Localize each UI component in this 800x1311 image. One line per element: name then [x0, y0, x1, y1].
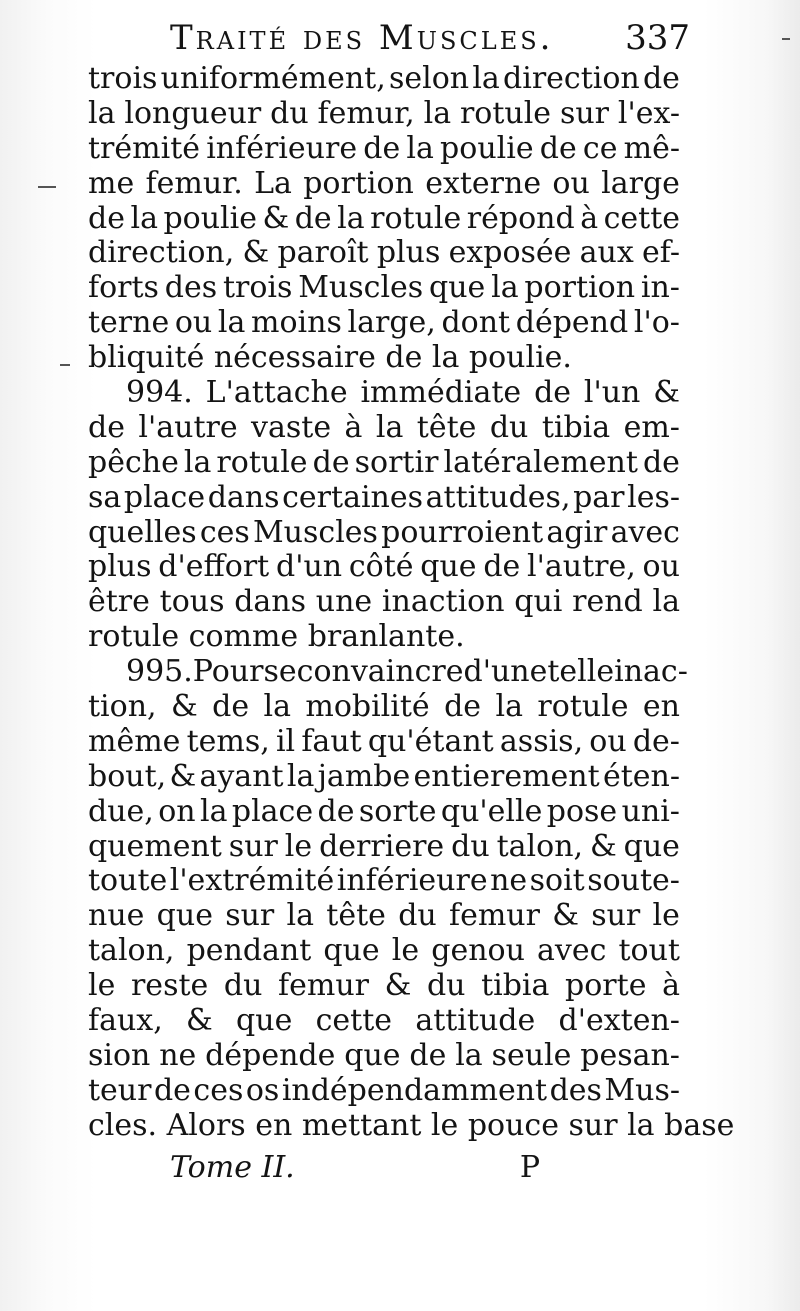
- text-line: être tous dans une inaction qui rend la: [88, 584, 680, 620]
- text-line: la longueur du femur, la rotule sur l'ex-: [88, 95, 680, 131]
- text-line: terne ou la moins large, dont dépend l'o-: [88, 305, 680, 341]
- text-line: de l'autre vaste à la tête du tibia em-: [88, 409, 680, 445]
- text-line: le reste du femur & du tibia porte à: [88, 968, 680, 1004]
- text-line: bout, & ayant la jambe entierement éten-: [88, 758, 680, 794]
- text-line: 994. L'attache immédiate de l'un &: [126, 375, 680, 411]
- text-body: [88, 61, 735, 1144]
- text-line: 995. Pour se convaincre d'une telle inac-: [126, 654, 688, 690]
- text-line: talon, pendant que le genou avec tout: [88, 933, 680, 969]
- text-line: sa place dans certaines attitudes, par les-: [88, 479, 680, 515]
- text-line: due, on la place de sorte qu'elle pose uni-: [88, 793, 680, 829]
- text-line: me femur. La portion externe ou large: [88, 165, 680, 201]
- text-line: cles. Alors en mettant le pouce sur la base: [88, 1107, 735, 1143]
- text-line: rotule comme branlante.: [88, 619, 465, 655]
- text-line: pêche la rotule de sortir latéralement de: [88, 444, 680, 480]
- volume-label: Tome II.: [170, 1150, 295, 1185]
- text-line: bliquité nécessaire de la poulie.: [88, 340, 572, 376]
- page-number: 337: [625, 18, 690, 58]
- text-line: forts des trois Muscles que la portion in-: [88, 270, 680, 306]
- page-footer: [170, 1150, 540, 1190]
- running-header: [170, 18, 690, 64]
- text-line: tion, & de la mobilité de la rotule en: [88, 689, 680, 725]
- text-line: quement sur le derriere du talon, & que: [88, 828, 680, 864]
- text-line: de la poulie & de la rotule répond à cette: [88, 200, 680, 236]
- text-line: direction, & paroît plus exposée aux ef-: [88, 235, 680, 271]
- signature-mark: P: [519, 1150, 540, 1185]
- margin-tick: [60, 364, 70, 366]
- running-title: Traité des Muscles.: [170, 18, 554, 58]
- text-line: sion ne dépende que de la seule pesan-: [88, 1037, 680, 1073]
- margin-tick: [782, 38, 790, 40]
- text-line: quelles ces Muscles pourroient agir avec: [88, 514, 680, 550]
- text-line: trémité inférieure de la poulie de ce mê-: [88, 130, 680, 166]
- text-line: nue que sur la tête du femur & sur le: [88, 898, 680, 934]
- margin-tick: [38, 186, 56, 188]
- text-line: toute l'extrémité inférieure ne soit soute-: [88, 863, 680, 899]
- text-line: même tems, il faut qu'étant assis, ou de-: [88, 723, 680, 759]
- text-line: trois uniformément, selon la direction de: [88, 61, 680, 96]
- text-line: plus d'effort d'un côté que de l'autre, ou: [88, 549, 680, 585]
- text-line: faux, & que cette attitude d'exten-: [88, 1003, 680, 1039]
- text-line: teur de ces os indépendamment des Mus-: [88, 1072, 680, 1108]
